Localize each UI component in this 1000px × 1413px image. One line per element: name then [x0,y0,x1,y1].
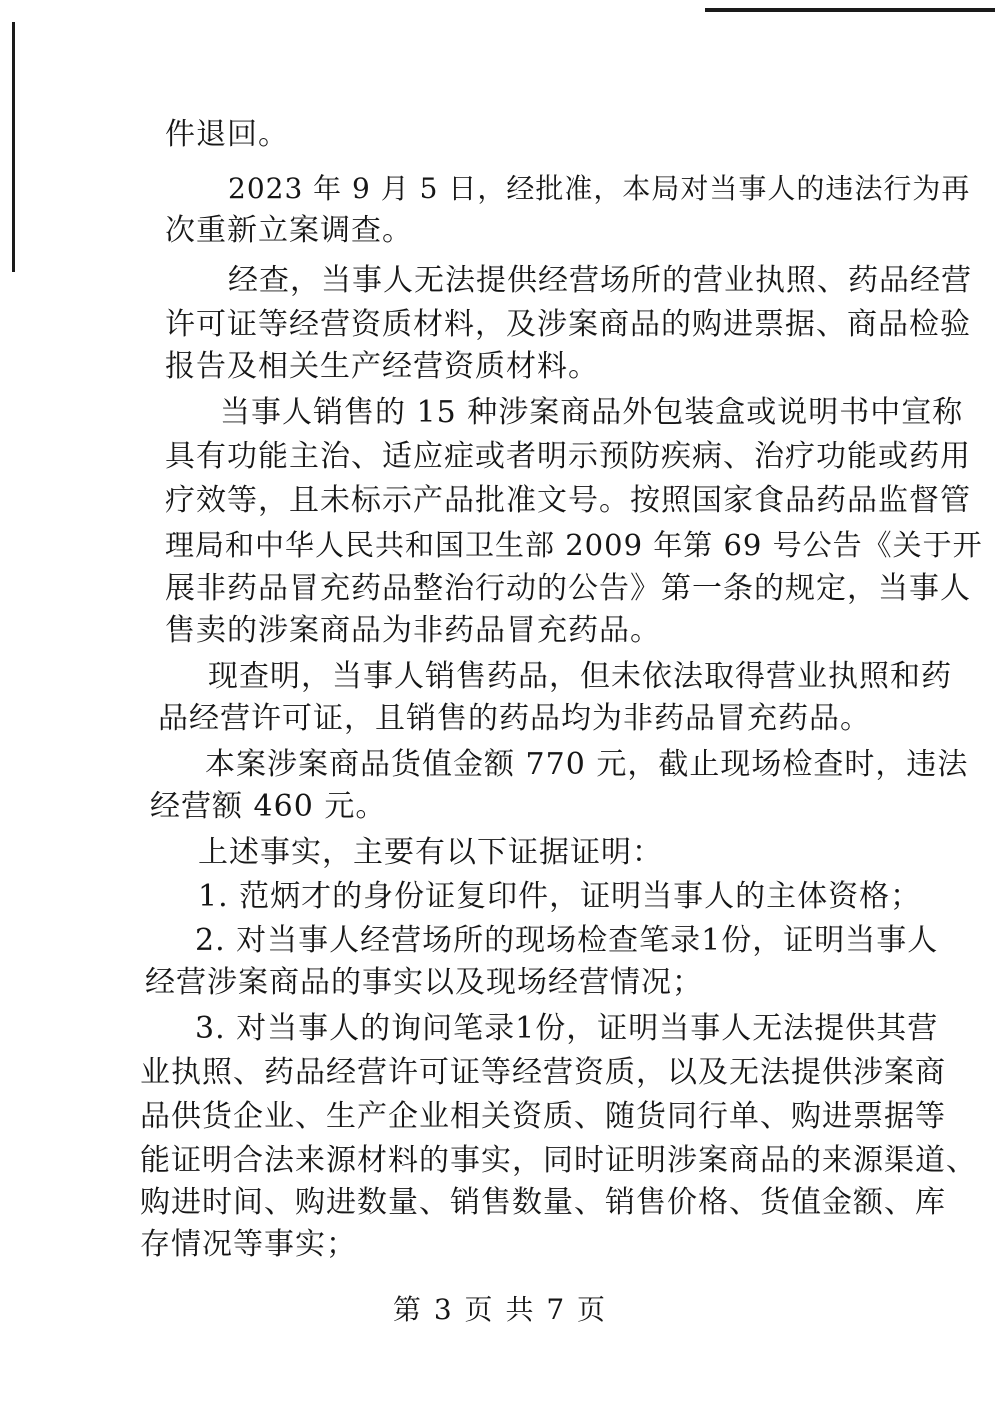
text-line: 经查，当事人无法提供经营场所的营业执照、药品经营 [228,263,972,298]
text-line: 当事人销售的 15 种涉案商品外包装盒或说明书中宣称 [220,395,964,430]
text-line: 展非药品冒充药品整治行动的公告》第一条的规定，当事人 [165,571,971,606]
text-line: 能证明合法来源材料的事实，同时证明涉案商品的来源渠道、 [140,1143,977,1178]
text-line: 2023 年 9 月 5 日，经批准，本局对当事人的违法行为再 [228,172,971,205]
text-line: 品供货企业、生产企业相关资质、随货同行单、购进票据等 [140,1099,946,1134]
text-line: 现查明，当事人销售药品，但未依法取得营业执照和药 [208,659,952,694]
page-number-footer: 第 3 页 共 7 页 [392,1293,608,1326]
text-line: 理局和中华人民共和国卫生部 2009 年第 69 号公告《关于开 [165,528,983,562]
text-line: 件退回。 [165,117,289,152]
text-line: 次重新立案调查。 [165,213,413,248]
text-line: 售卖的涉案商品为非药品冒充药品。 [165,613,661,648]
scan-edge-mark-left [12,22,15,272]
text-line: 品经营许可证，且销售的药品均为非药品冒充药品。 [158,701,871,736]
text-line: 报告及相关生产经营资质材料。 [165,349,599,384]
text-line: 经营涉案商品的事实以及现场经营情况； [145,965,703,1000]
text-line: 具有功能主治、适应症或者明示预防疾病、治疗功能或药用 [165,439,971,474]
text-line: 疗效等，且未标示产品批准文号。按照国家食品药品监督管 [165,483,971,518]
text-line: 经营额 460 元。 [150,789,387,824]
text-line: 3. 对当事人的询问笔录1份，证明当事人无法提供其营 [195,1011,939,1046]
text-line: 业执照、药品经营许可证等经营资质，以及无法提供涉案商 [140,1055,946,1090]
text-line: 本案涉案商品货值金额 770 元，截止现场检查时，违法 [205,747,969,782]
text-line: 1. 范炳才的身份证复印件，证明当事人的主体资格； [198,879,922,914]
text-line: 2. 对当事人经营场所的现场检查笔录1份，证明当事人 [195,923,939,958]
text-line: 存情况等事实； [140,1227,357,1262]
text-line: 上述事实，主要有以下证据证明： [198,835,663,870]
scan-edge-mark-top [705,8,995,12]
text-line: 购进时间、购进数量、销售数量、销售价格、货值金额、库 [140,1185,946,1220]
text-line: 许可证等经营资质材料，及涉案商品的购进票据、商品检验 [165,307,971,342]
